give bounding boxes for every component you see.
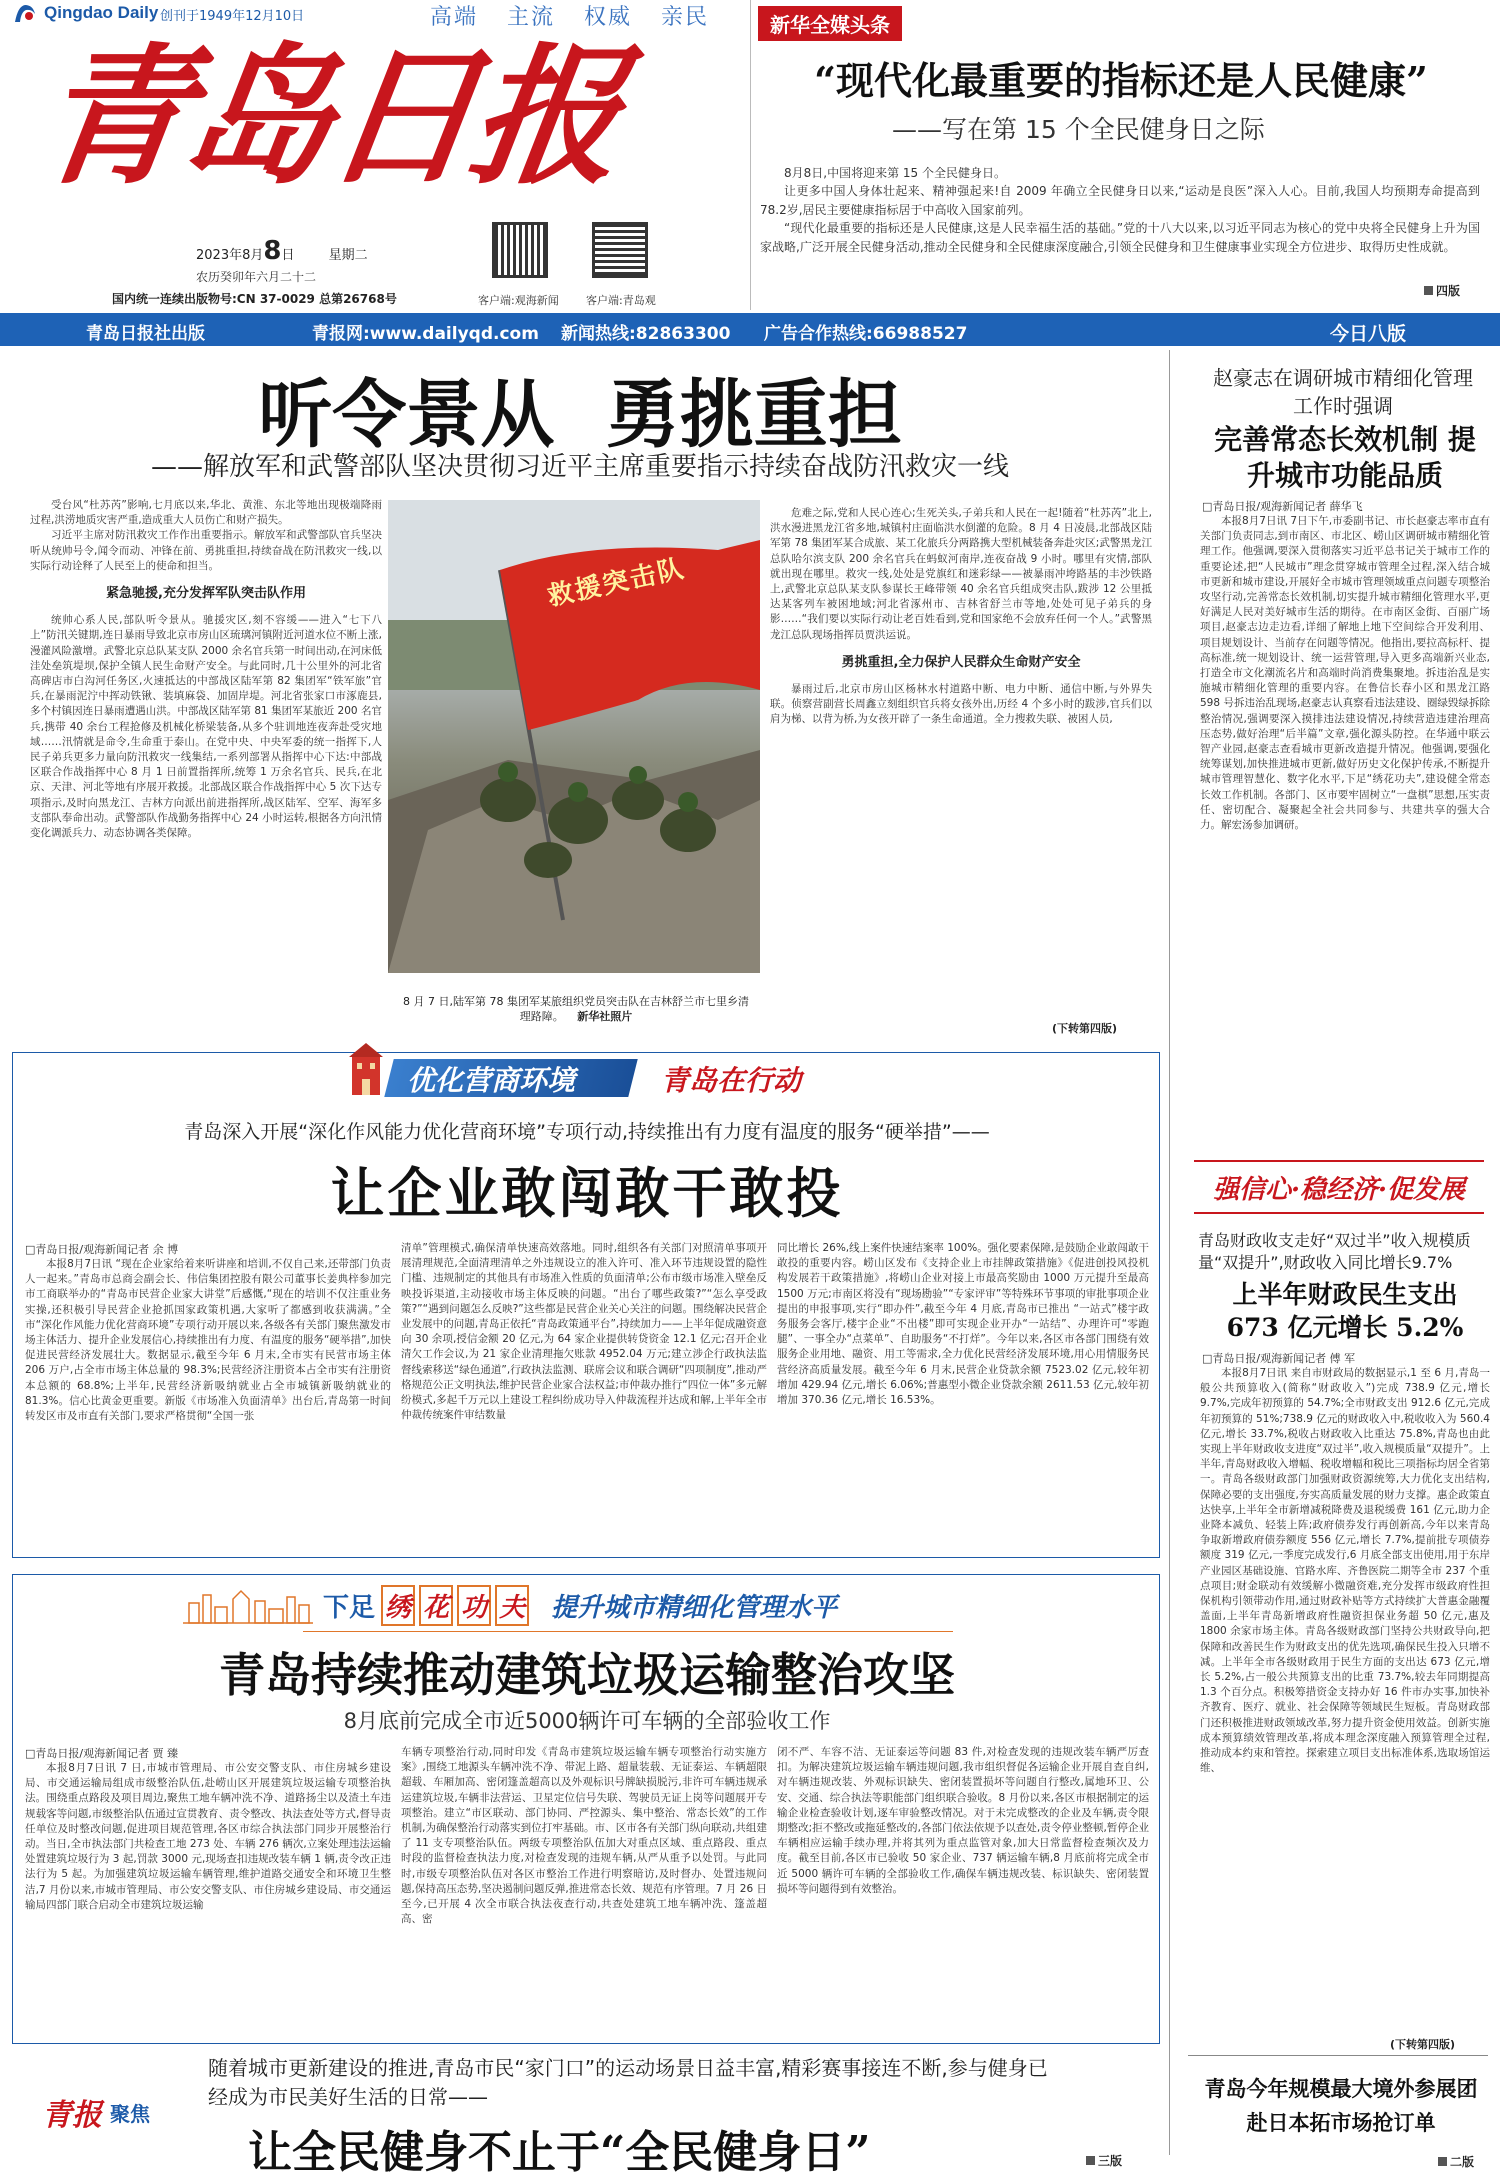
top-feature-body bbox=[760, 164, 1480, 276]
founded-date: 创刊于1949年12月10日 bbox=[160, 9, 305, 24]
lead-col-3 bbox=[770, 506, 1152, 1026]
business-byline-text: 青岛日报/观海新闻记者 余 博 bbox=[35, 1243, 179, 1256]
lead-story[interactable] bbox=[0, 346, 1160, 1036]
city-headline: 青岛持续推动建筑垃圾运输整治攻坚 bbox=[219, 1648, 955, 1702]
english-name: Qingdao Daily bbox=[44, 3, 159, 22]
city-banner-char-3: 功 bbox=[457, 1585, 491, 1626]
city-banner-a: 下足 bbox=[323, 1592, 376, 1623]
city-section[interactable] bbox=[12, 1574, 1160, 2044]
teaser-brand-label: 聚焦 bbox=[110, 2101, 150, 2126]
lead-col-1-body: 统帅心系人民,部队听令景从。驰援灾区,刻不容缓——进入“七下八上”防汛关键期,连日暴雨导致北京市房山区琉璃河镇附近河道水位不断上涨,漫灌风险激增。武警北京总队某支队 2000 余名官兵第一时间出动,在河床低洼处垒筑堤坝,保护全镇人民生命财产安全。与此同时,几十公里外的河北省高碑店市白沟河任务区,火速抵达的中部战区陆军第 82 集团军“铁军旅”官兵,在暴雨泥泞中挥动铁锹、装填麻袋、加固岸堤。河北省张家口市涿鹿县,多个村镇因连日暴雨遭遇山洪。中部战区陆军第 81 集团军某旅近 200 名官兵,携带 40 余台工程抢修及机械化桥梁装备,从多个驻训地连夜奔赴受灾地域……汛情就是命令,生命重于泰山。在党中央、中央军委的统一指挥下,人民子弟兵更多力量向防汛救灾一线集结,一系列部署从指挥中心下达:中部战区联合作战指挥中心 8 月 1 日前置指挥所,统筹 1 万余名官兵、民兵,在北京、天津、河北等地有序展开救援。北部战区联合作战指挥中心 5 次下达专项指示,及时向黑龙江、吉林方向派出前进指挥所,战区陆军、空军、海军多支部队奉命出动。武警部队作战勤务指挥中心 24 小时运转,根据各方向汛情变化调派兵力、动态协调各类保障。 bbox=[30, 614, 382, 840]
lead-intro: 受台风“杜苏芮”影响,七月底以来,华北、黄淮、东北等地出现极端降雨过程,洪涝地质灾害严重,造成重大人员伤亡和财产损失。 bbox=[30, 499, 382, 527]
right-story-1-body: 本报8月7日讯 7日下午,市委副书记、市长赵豪志率市直有关部门负责同志,到市南区、市北区、崂山区调研城市精细化管理工作。他强调,要深入贯彻落实习近平总书记关于城市工作的重要论述,把“人民城市”理念贯穿城市管理全过程,深入结合城市更新和城市建设,开展好全市城市管理领域重点问题专项整治攻坚行动,完善常态长效机制,切实提升城市精细化管理水平,更好满足人民对美好城市生活的期待。在市南区金街、百丽广场项目,赵豪志边走边看,详细了解地上地下空间综合开发利用、项目规划设计、当前存在问题等情况。他指出,要拉高标杆、提高标准,统一规划设计、统一运营管理,导入更多高端新兴业态,打造全市文化潮流名片和高端时尚消费集聚地。拆违治乱是实施城市精细化管理的重要内容。在鲁信长春小区和黑龙江路 598 号拆违治乱现场,赵豪志认真察看违法建设、圈绿毁绿拆除整治情况,强调要深入摸排违法建设情况,持续营造违建治理高压态势,做好治理“后半篇”文章,强化源头防控。在华通中联云智产业园,赵豪志查看城市更新改造提升情况。他强调,要强化统筹谋划,加快推进城市更新,做好历史文化保护传承,不断提升城市管理智慧化、数字化水平,下足“绣花功夫”,建设健全常态长效工作机制。各部门、区市要牢固树立“一盘棋”思想,压实责任、密切配合、凝聚起全社会共同参与、共建共享的强大合力。解宏汤参加调研。 bbox=[1200, 515, 1490, 832]
slogan-banner bbox=[1194, 1160, 1484, 1214]
lead-intro-2: 习近平主席对防汛救灾工作作出重要指示。解放军和武警部队官兵坚决听从统帅号令,闻令而动、冲锋在前、勇挑重担,持续奋战在防汛救灾一线,以实际行动诠释了人民至上的使命和担当。 bbox=[30, 529, 382, 572]
business-col-3: 同比增长 26%,线上案件快速结案率 100%。强化要素保障,是鼓励企业敢闯敢干敢投的重要内容。崂山区发布《支持企业上市挂牌政策措施》《促进创投风投机构发展若干政策措施》,将崂山企业对接上市最高奖励由 1000 万元提升至最高 1500 万元;市南区将没有“现场勘验”“专家评审”等特殊环节事项的审批事项企业提出的申报事项,实行“即办件”,截至今年 4 月底,青岛市已推出 “一站式”楼宇政务服务会客厅,楼宇企业“不出楼”即可实现企业开办“一站结”、办理许可“零跑腿”、一事全办“点菜单”、自助服务“不打烊”。今年以来,各区市各部门围绕有效服务企业用地、融资、用工等需求,全力优化民营经济发展环境,用心用情服务民营经济高质量发展。截至今年 6 月末,民营企业贷款余额 7523.02 亿元,较年初增加 429.94 亿元,增长 6.06%;普惠型小微企业贷款余额 2611.53 亿元,较年初增加 370.36 亿元,增长 16.53%。 bbox=[777, 1242, 1149, 1407]
teaser-page-label: 三版 bbox=[1098, 2154, 1123, 2168]
teaser-headline: 让全民健身不止于“全民健身日” bbox=[248, 2127, 871, 2175]
lead-col-1 bbox=[30, 498, 382, 1043]
city-subhead: 8月底前完成全市近5000辆许可车辆的全部验收工作 bbox=[343, 1709, 831, 1733]
right-story-2[interactable] bbox=[1176, 1226, 1494, 2018]
lead-headline: 听令景从 勇挑重担 bbox=[258, 372, 902, 458]
right-bottom-page-ref[interactable] bbox=[1438, 2153, 1474, 2170]
top-feature-para-1: 8月8日,中国将迎来第 15 个全民健身日。 bbox=[784, 166, 1006, 180]
news-hotline: 新闻热线:82863300 bbox=[561, 324, 731, 344]
right-story-2-byline: □青岛日报/观海新闻记者 傅 军 bbox=[1202, 1352, 1356, 1365]
right-story-2-continued[interactable]: (下转第四版) bbox=[1390, 2038, 1456, 2051]
photo-caption bbox=[400, 994, 752, 1024]
teaser-brand bbox=[42, 2090, 150, 2134]
date-day: 8 bbox=[263, 236, 282, 266]
qr-caption-2: 客户端:青岛观 bbox=[586, 294, 656, 307]
top-feature-headline: “现代化最重要的指标还是人民健康” bbox=[814, 58, 1428, 103]
lead-col-3-body: 危难之际,党和人民心连心;生死关头,子弟兵和人民在一起!随着“杜苏芮”北上,洪水漫进黑龙江省多地,城镇村庄面临洪水倒灌的危险。8 月 4 日凌晨,北部战区陆军第 78 集团军某合成旅、某工化旅兵分两路携大型机械装备奔赴灾区;武警黑龙江总队哈尔滨支队 200 余名官兵在蚂蚁河南岸,连夜奋战 9 小时。哪里有灾情,部队就出现在哪里。救灾一线,处处是党旗红和迷彩绿——被暴雨冲垮路基的丰沙铁路上,武警北京总队某支队参谋长王峰带领 40 余名官兵组成突击队,跋涉 12 公里抵达某客列车被困地域;河北省涿州市、吉林省舒兰市等地,处处可见子弟兵的身影……“我们要以实际行动让老百姓看到,党和国家绝不会放弃任何一个人。”武警黑龙江总队现场指挥员贾洪运说。 bbox=[770, 507, 1152, 641]
top-feature-page-label: 四版 bbox=[1436, 284, 1461, 298]
city-skyline-icon bbox=[183, 1589, 313, 1625]
photo-credit: 新华社照片 bbox=[577, 1010, 633, 1023]
lead-subheading-1: 紧急驰援,充分发挥军队突击队作用 bbox=[106, 586, 306, 602]
slogan-1: 高端 bbox=[430, 5, 479, 30]
business-banner-part1: 优化营商环境 bbox=[407, 1064, 576, 1097]
right-story-2-headline: 上半年财政民生支出 673 亿元增长 5.2% bbox=[1226, 1280, 1464, 1342]
right-story-2-pre: 青岛财政收支走好“双过半”收入规模质量“双提升”,财政收入同比增长9.7% bbox=[1198, 1231, 1471, 1272]
business-banner-part2: 青岛在行动 bbox=[661, 1064, 802, 1097]
publisher: 青岛日报社出版 bbox=[86, 324, 205, 344]
date-prefix: 2023年8月 bbox=[196, 248, 264, 263]
lead-photo[interactable] bbox=[388, 500, 760, 973]
top-feature-subhead: ——写在第 15 个全民健身日之际 bbox=[892, 115, 1265, 144]
ad-hotline: 广告合作热线:66988527 bbox=[764, 324, 968, 344]
page-count: 今日八版 bbox=[1330, 323, 1407, 345]
masthead bbox=[0, 0, 750, 315]
lead-continued[interactable]: (下转第四版) bbox=[1052, 1022, 1118, 1035]
qr-code-1[interactable] bbox=[492, 222, 548, 278]
qr-code-2[interactable] bbox=[592, 222, 648, 278]
right-story-1-byline-text: 青岛日报/观海新闻记者 薛华飞 bbox=[1212, 500, 1363, 513]
city-banner-b: 提升城市精细化管理水平 bbox=[551, 1592, 838, 1623]
slogan-4: 亲民 bbox=[661, 5, 710, 30]
right-story-2-byline-text: 青岛日报/观海新闻记者 傅 军 bbox=[1212, 1352, 1356, 1365]
building-icon bbox=[349, 1041, 383, 1097]
right-story-2-body: 本报8月7日讯 来自市财政局的数据显示,1 至 6 月,青岛一般公共预算收入(简称“财政收入”)完成 738.9 亿元,增长 9.7%,完成年初预算的 54.7%;全市财政支出 912.6 亿元,完成年初预算的 51%;738.9 亿元的财政收入中,税收收入为 560.4 亿元,增长 33.7%,税收占财政收入比重达 75.8%,青岛也由此实现上半年财政收支进度“双过半”,收入规模质量“双提升”。上半年,青岛财政收入增幅、税收增幅和税比三项指标均居全省第一。青岛各级财政部门加强财政资源统筹,大力优化支出结构,保障必要的支出强度,夯实高质量发展的财力支撑。惠企政策直达快享,上半年全市新增减税降费及退税缓费 161 亿元,助力企业降本减负、轻装上阵;政府债券发行再创新高,今年以来青岛争取新增政府债券额度 556 亿元,增长 7.7%,提前批专项债券额度 319 亿元,一季度完成发行,6 月底全部支出使用,用于东岸产业园区基础设施、官路水库、齐鲁医院二期等全市 237 个重点项目;财金联动有效缓解小微融资难,充分发挥市级政府性担保机构引领带动作用,通过财政补贴等方式持续扩大普惠金融覆盖面,上半年青岛新增政府性融资担保业务超 50 亿元,惠及 1800 余家市场主体。青岛各级财政部门坚持公共财政导向,把保障和改善民生作为财政支出的优先选项,确保民生投入只增不减。上半年全市各级财政用于民生方面的支出达 673 亿元,增长 5.2%,占一般公共预算支出的比重 73.7%,较去年同期提高 1.3 个百分点。积极筹措资金支持办好 16 件市办实事,加快补齐教育、医疗、就业、社会保障等领域民生短板。青岛财政部门还积极推进财政领域改革,努力提升资金使用效益。创新实施成本预算绩效管理改革,将成本理念深度融入预算管理全过程,推动成本约束和管控。探索建立项目支出标准体系,选取场馆运维、 bbox=[1200, 1367, 1490, 1775]
city-col-2: 车辆专项整治行动,同时印发《青岛市建筑垃圾运输车辆专项整治行动实施方案》,围绕工地源头车辆冲洗不净、带泥上路、超量装载、无证泰运、车辆超限超载、车厢加高、密闭篷盖超高以及外观标识号牌缺损脱污,非许可车辆违规承运建筑垃圾,车辆非法营运、卫星定位信号失联、驾驶员无证上岗等问题展开专项整治。建立“市区联动、部门协同、严控源头、集中整治、常态长效”的工作机制,为确保整治行动落实到位打牢基础。市、区市各有关部门纵向联动,共组建了 11 支专项整治队伍。两级专项整治队伍加大对重点区域、重点路段、重点时段的监督检查执法力度,对检查发现的违规车辆,从严从重予以处罚。与此同时,市级专项整治队伍对各区市整治工作进行明察暗访,及时督办、处置违规问题,保持高压态势,坚决遏制问题反弹,推进常态长效、规范有序管理。7 月 26 日至今,已开展 4 次全市联合执法夜查行动,共查处建筑工地车辆冲洗、篷盖超高、密 bbox=[401, 1746, 767, 1926]
business-col-1: 本报8月7日讯 “现在企业家给着来听讲座和培训,不仅自己来,还带部门负责人一起来。”青岛市总商会副会长、伟信集团控股有限公司董事长姜典梓参加完市工商联举办的“青岛市民营企业家大讲堂”后感慨,“现在的培训不仅注重业务实操,还积极引导民营企业抢抓国家政策机遇,大家听了都感到收获满满。”全市“深化作风能力优化营商环境”专项行动开展以来,各级各有关部门聚焦激发市场主体活力、提升企业发展信心,持续推出有力度、有温度的服务“硬举措”,加快促进民营经济发展壮大。数据显示,截至今年 6 月末,全市实有民营市场主体 206 万户,占全市市场主体总量的 98.3%;民营经济注册资本占全市实有注册资本总额的 68.8%;上半年,民营经济新吸纳就业占全市城镇新吸纳就业的 81.3%。信心比黄金更重要。新版《市场准入负面清单》出台后,青岛第一时间转发区市及市直有关部门,要求严格贯彻“全国一张 bbox=[25, 1258, 391, 1423]
lunar-date: 农历癸卯年六月二十二 bbox=[196, 270, 317, 284]
right-story-1-byline: □青岛日报/观海新闻记者 薛华飞 bbox=[1202, 500, 1363, 513]
logo-icon bbox=[12, 2, 38, 24]
city-banner-char-2: 花 bbox=[419, 1585, 453, 1626]
business-byline: □青岛日报/观海新闻记者 余 博 bbox=[25, 1243, 179, 1256]
top-feature-page-ref[interactable] bbox=[1424, 282, 1460, 299]
city-banner-char-4: 夫 bbox=[495, 1585, 529, 1626]
bottom-teaser[interactable] bbox=[12, 2054, 1160, 2175]
teaser-intro: 随着城市更新建设的推进,青岛市民“家门口”的运动场景日益丰富,精彩赛事接连不断,参与健身已经成为市民美好生活的日常—— bbox=[208, 2056, 1048, 2109]
right-story-1[interactable] bbox=[1176, 350, 1494, 1036]
slogan-2: 主流 bbox=[507, 5, 556, 30]
date-block bbox=[196, 236, 368, 266]
top-feature-para-2: 让更多中国人身体壮起来、精神强起来!自 2009 年确立全民健身日以来,“运动是良医”深入人心。目前,我国人均预期寿命提高到78.2岁,居民主要健康指标居于中高收入国家前列。 bbox=[760, 184, 1480, 217]
right-bottom-page-label: 二版 bbox=[1450, 2155, 1475, 2169]
right-story-1-pre: 赵豪志在调研城市精细化管理工作时强调 bbox=[1213, 366, 1473, 418]
date-suffix: 日 bbox=[281, 248, 295, 263]
info-bar bbox=[0, 313, 1500, 346]
lead-subhead: ——解放军和武警部队坚决贯彻习近平主席重要指示持续奋战防汛救灾一线 bbox=[150, 452, 1009, 482]
top-feature-tag: 新华全媒头条 bbox=[758, 6, 902, 41]
business-pre-headline: 青岛深入开展“深化作风能力优化营商环境”专项行动,持续推出有力度有温度的服务“硬举措”—— bbox=[184, 1121, 990, 1143]
right-column bbox=[1176, 350, 1494, 2175]
city-col-3: 闭不严、车容不洁、无证泰运等问题 83 件,对检查发现的违规改装车辆严厉查扣。为解决建筑垃圾运输车辆违规问题,我市组织督促各运输企业开展自查自纠,对车辆违规改装、外观标识缺失、密闭装置损坏等问题自行整改,属地环卫、公安、交通、综合执法等职能部门组织联合验收。8 月份以来,各区市根据制定的运输企业检查验收计划,逐车审验整改情况。对于未完成整改的企业及车辆,责令限期整改;拒不整改或拖延整改的,各部门依法依规予以查处,责令停业整顿,暂停企业车辆相应运输手续办理,并将其列为重点监管对象,加大日常监督检查频次及力度。截至目前,各区市已验收 50 家企业、737 辆运输车辆,8 月底前将完成全市近 5000 辆许可车辆的全部验收工作,确保车辆违规改装、标识缺失、密闭装置损坏等问题得到有效整治。 bbox=[777, 1746, 1149, 1895]
lead-col-3-body-2: 暴雨过后,北京市房山区杨林水村道路中断、电力中断、通信中断,与外界失联。侦察营副营长周鑫立刻组织官兵将女孩外出,历经 4 个多小时的跋涉,官兵们以肩为梯、以背为桥,为女孩开辟了一条生命通道。全力搜救失联、被困人员, bbox=[770, 683, 1152, 726]
city-col-1: 本报8月7日讯 7 日,市城市管理局、市公安交警支队、市住房城乡建设局、市交通运输局组成市级整治队伍,赴崂山区开展建筑垃圾运输专项整治执法。围绕重点路段及项目周边,聚焦工地车辆冲洗不净、道路扬尘以及渣土车违规载客等问题,市级整治队伍通过宣贯教育、责令整改、执法查处等方式,督导责任单位及时整改问题,促进项目规范管理,各区市综合执法部门同步开展整治行动。当日,全市执法部门共检查工地 273 处、车辆 276 辆次,立案处理违法运输处置建筑垃圾行为 3 起,罚款 3000 元,现场查扣违规改装车辆 1 辆,责令改正违法行为 5 起。为加强建筑垃圾运输车辆管理,维护道路交通安全和环境卫生整洁,7 月份以来,市城市管理局、市公安交警支队、市住房城乡建设局、市交通运输局四部门联合启动全市建筑垃圾运输 bbox=[25, 1762, 391, 1911]
top-feature[interactable] bbox=[752, 6, 1490, 306]
cn-number: 国内统一连续出版物号:CN 37-0029 总第26768号 bbox=[112, 292, 397, 306]
teaser-page-ref[interactable] bbox=[1086, 2152, 1122, 2169]
photo-flag-text: 救援突击队 bbox=[544, 553, 689, 613]
teaser-brand-mark: 青报 bbox=[42, 2098, 102, 2133]
newspaper-title: 青岛日报 bbox=[27, 29, 629, 205]
website-link[interactable]: 青报网:www.dailyqd.com bbox=[312, 324, 539, 344]
weekday: 星期二 bbox=[328, 248, 368, 263]
top-feature-para-3: “现代化最重要的指标还是人民健康,这是人民幸福生活的基础。”党的十八大以来,以习近平同志为核心的党中央将全民健身上升为国家战略,广泛开展全民健身活动,推动全民健身和全民健康深度融合,引领全民健身和卫生健康事业实现全方位进步、取得历史性成就。 bbox=[760, 221, 1480, 254]
qr-caption-1: 客户端:观海新闻 bbox=[478, 294, 559, 307]
city-banner bbox=[323, 1585, 837, 1625]
city-byline: □青岛日报/观海新闻记者 贾 臻 bbox=[25, 1747, 179, 1760]
business-headline: 让企业敢闯敢干敢投 bbox=[330, 1161, 844, 1225]
business-banner bbox=[289, 1051, 889, 1103]
city-byline-text: 青岛日报/观海新闻记者 贾 臻 bbox=[35, 1747, 179, 1760]
city-banner-char-1: 绣 bbox=[381, 1585, 415, 1626]
right-story-1-headline: 完善常态长效机制 提升城市功能品质 bbox=[1214, 423, 1476, 492]
right-bottom-headline[interactable]: 青岛今年规模最大境外参展团赴日本拓市场抢订单 bbox=[1204, 2076, 1478, 2135]
slogan-text: 强信心·稳经济·促发展 bbox=[1212, 1174, 1466, 1205]
slogan-3: 权威 bbox=[584, 5, 633, 30]
business-col-2: 清单”管理模式,确保清单快速高效落地。同时,组织各有关部门对照清单事项开展清理规范,全面清理清单之外违规设立的准入许可、准入环节违规设置的隐性门槛、违规制定的其他具有市场准入性质的负面清单;公布市级市场准入壁垒反映投诉渠道,主动接收市场主体反映的问题。“出台了哪些政策?”“怎么享受政策?”“遇到问题怎么反映?”这些都是民营企业关心关注的问题。围绕解决民营企业发展中的问题,青岛正依托“青岛政策通平台”,持续加力——上半年促成融资意向 30 余项,授信金额 20 亿元,为 64 家企业提供转贷资金 12.1 亿元;召开企业清欠工作会议,为 21 家企业清理拖欠账款 4952.04 万元;建立涉企行政执法监督线索移送“绿色通道”,行政执法监测、联席会议和联合调研“四项制度”,推动严格规范公正文明执法,维护民营企业家合法权益;市仲裁办推行“四位一体”多元解纷模式,多起千万元以上建设工程纠纷成功导入仲裁流程并达成和解,上半年全市仲裁传统案件审结数量 bbox=[401, 1242, 767, 1422]
slogans bbox=[430, 0, 709, 31]
lead-subheading-2: 勇挑重担,全力保护人民群众生命财产安全 bbox=[841, 654, 1081, 670]
business-section[interactable] bbox=[12, 1052, 1160, 1558]
photo-caption-text: 8 月 7 日,陆军第 78 集团军某旅组织党员突击队在吉林舒兰市七里乡清理路障。 bbox=[403, 995, 749, 1023]
